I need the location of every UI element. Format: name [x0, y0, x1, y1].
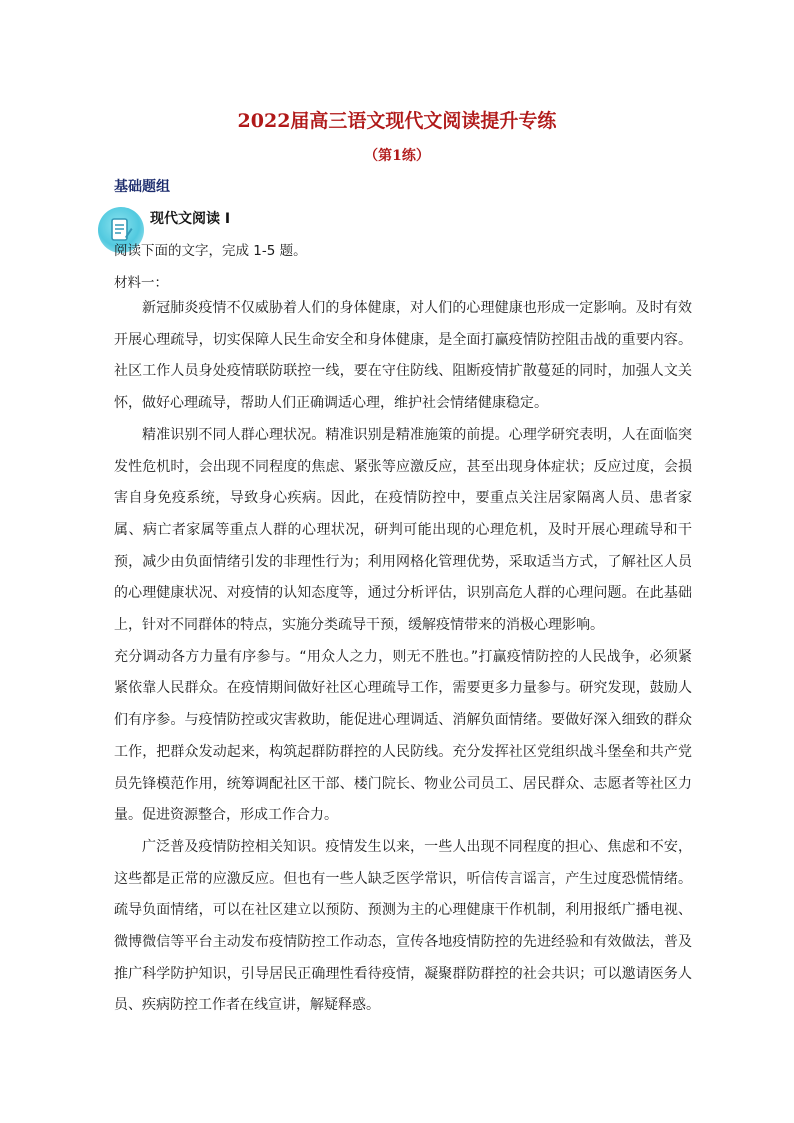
paragraph: 充分调动各方力量有序参与。“用众人之力，则无不胜也。”打赢疫情防控的人民战争，必须紧紧依靠人民群众。在疫情期间做好社区心理疏导工作，需要更多力量参与。研究发现，鼓励人们有序参。与疫情防控或灾害救助，能促进心理调适、消解负面情绪。要做好深入细致的群众工作，把群众发动起来，构筑起群防群控的人民防线。充分发挥社区党组织战斗堡垒和共产党员先锋模范作用，统筹调配社区干部、楼门院长、物业公司员工、居民群众、志愿者等社区力量。促进资源整合，形成工作合力。 [114, 648, 692, 824]
page-subtitle: （第1练） [364, 148, 430, 164]
paragraph: 广泛普及疫情防控相关知识。疫情发生以来，一些人出现不同程度的担心、焦虑和不安，这些都是正常的应激反应。但也有一些人缺乏医学常识，听信传言谣言，产生过度恐慌情绪。疏导负面情绪，可以在社区建立以预防、预测为主的心理健康干作机制，利用报纸广播电视、微博微信等平台主动发布疫情防控工作动态，宣传各地疫情防控的先进经验和有效做法，普及推广科学防护知识，引导居民正确理性看待疫情，凝聚群防群控的社会共识；可以邀请医务人员、疾病防控工作者在线宣讲，解疑释惑。 [114, 838, 692, 1014]
instruction-text: 阅读下面的文字，完成 1-5 题。 [114, 243, 307, 259]
material-label: 材料一： [114, 275, 168, 291]
section-title: 现代文阅读 I [150, 211, 231, 227]
page-title: 2022届高三语文现代文阅读提升专练 [237, 110, 557, 132]
group-label: 基础题组 [114, 179, 170, 195]
paragraph: 精准识别不同人群心理状况。精准识别是精准施策的前提。心理学研究表明，人在面临突发性危机时，会出现不同程度的焦虑、紧张等应激反应，甚至出现身体症状；反应过度，会损害自身免疫系统，导致身心疾病。因此，在疫情防控中，要重点关注居家隔离人员、患者家属、病亡者家属等重点人群的心理状况，研判可能出现的心理危机，及时开展心理疏导和干预，减少由负面情绪引发的非理性行为；利用网格化管理优势，采取适当方式，了解社区人员的心理健康状况、对疫情的认知态度等，通过分析评估，识别高危人群的心理问题。在此基础上，针对不同群体的特点，实施分类疏导干预，缓解疫情带来的消极心理影响。 [114, 426, 692, 634]
article-body [114, 293, 692, 1022]
paragraph: 新冠肺炎疫情不仅威胁着人们的身体健康，对人们的心理健康也形成一定影响。及时有效开展心理疏导，切实保障人民生命安全和身体健康，是全面打赢疫情防控阻击战的重要内容。社区工作人员身处疫情联防联控一线，要在守住防线、阻断疫情扩散蔓延的同时，加强人文关怀，做好心理疏导，帮助人们正确调适心理，维护社会情绪健康稳定。 [114, 300, 692, 412]
